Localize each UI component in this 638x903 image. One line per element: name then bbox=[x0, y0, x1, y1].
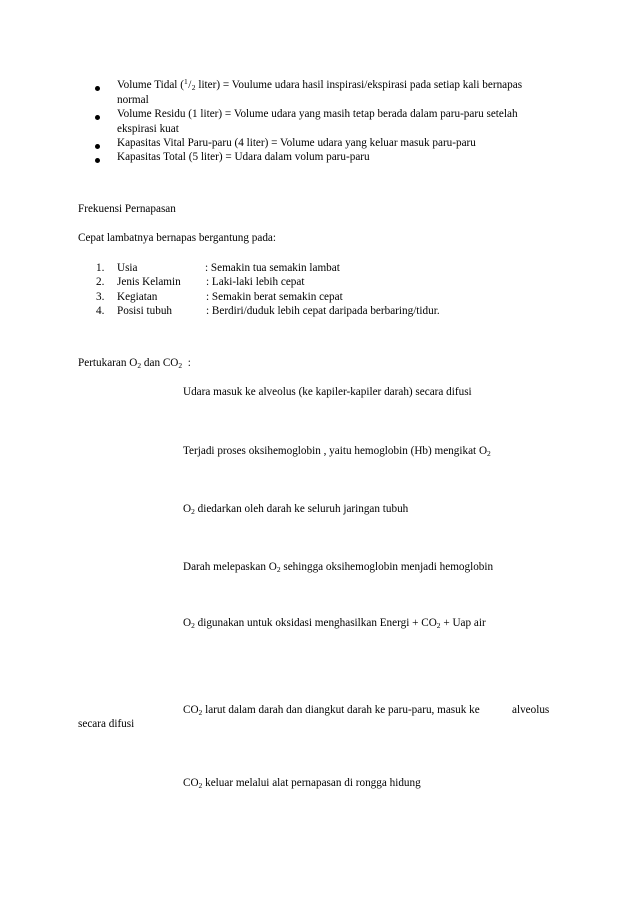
list-number: 3. bbox=[96, 291, 105, 303]
step-2: Terjadi proses oksihemoglobin , yaitu hemoglobin (Hb) mengikat $O_2$ bbox=[183, 445, 491, 458]
bullet-item-volume-tidal: Volume Tidal ($^1/_2$ liter) = Voulume udara hasil inspirasi/ekspirasi pada setiap kali bernapas bbox=[117, 77, 523, 92]
bullet-dot bbox=[95, 115, 100, 120]
list-number: 2. bbox=[96, 276, 105, 288]
list-term: Posisi tubuh bbox=[117, 305, 173, 317]
bullet-item-kapasitas-vital: Kapasitas Vital Paru-paru (4 liter) = Volume udara yang keluar masuk paru-paru bbox=[117, 137, 476, 149]
bullet-item-kapasitas-total: Kapasitas Total (5 liter) = Udara dalam volum paru-paru bbox=[117, 151, 370, 163]
section-heading-frekuensi: Frekuensi Pernapasan bbox=[78, 203, 176, 215]
step-7: $CO_2$ keluar melalui alat pernapasan di rongga hidung bbox=[183, 777, 421, 790]
step-1: Udara masuk ke alveolus (ke kapiler-kapiler darah) secara difusi bbox=[183, 386, 472, 398]
list-term: Kegiatan bbox=[117, 291, 158, 303]
list-description: : Laki-laki lebih cepat bbox=[206, 276, 305, 288]
bullet-item-volume-residu: Volume Residu (1 liter) = Volume udara yang masih tetap berada dalam paru-paru setelah bbox=[117, 108, 518, 120]
frekuensi-intro: Cepat lambatnya bernapas bergantung pada: bbox=[78, 232, 276, 244]
step-5: $O_2$ digunakan untuk oksidasi menghasilkan Energi + $CO_2$ + Uap air bbox=[183, 617, 486, 630]
list-term: Jenis Kelamin bbox=[117, 276, 181, 288]
list-description: : Semakin berat semakin cepat bbox=[206, 291, 343, 303]
list-description: : Semakin tua semakin lambat bbox=[205, 262, 340, 274]
bullet-item-continuation: ekspirasi kuat bbox=[117, 123, 179, 135]
section-heading-pertukaran: Pertukaran $O_2$ dan $CO_2$ : bbox=[78, 357, 191, 370]
step-6-continuation: alveolus bbox=[512, 704, 550, 716]
list-number: 1. bbox=[96, 262, 105, 274]
bullet-item-continuation: normal bbox=[117, 94, 149, 106]
step-4: Darah melepaskan $O_2$ sehingga oksihemoglobin menjadi hemoglobin bbox=[183, 561, 494, 574]
list-term: Usia bbox=[117, 262, 138, 274]
list-number: 4. bbox=[96, 305, 105, 317]
bullet-dot bbox=[95, 158, 100, 163]
step-6-continuation: secara difusi bbox=[78, 718, 135, 730]
step-6: $CO_2$ larut dalam darah dan diangkut darah ke paru-paru, masuk ke bbox=[183, 704, 480, 717]
bullet-dot bbox=[95, 86, 100, 91]
step-3: $O_2$ diedarkan oleh darah ke seluruh jaringan tubuh bbox=[183, 503, 409, 516]
bullet-dot bbox=[95, 144, 100, 149]
list-description: : Berdiri/duduk lebih cepat daripada berbaring/tidur. bbox=[206, 305, 440, 317]
